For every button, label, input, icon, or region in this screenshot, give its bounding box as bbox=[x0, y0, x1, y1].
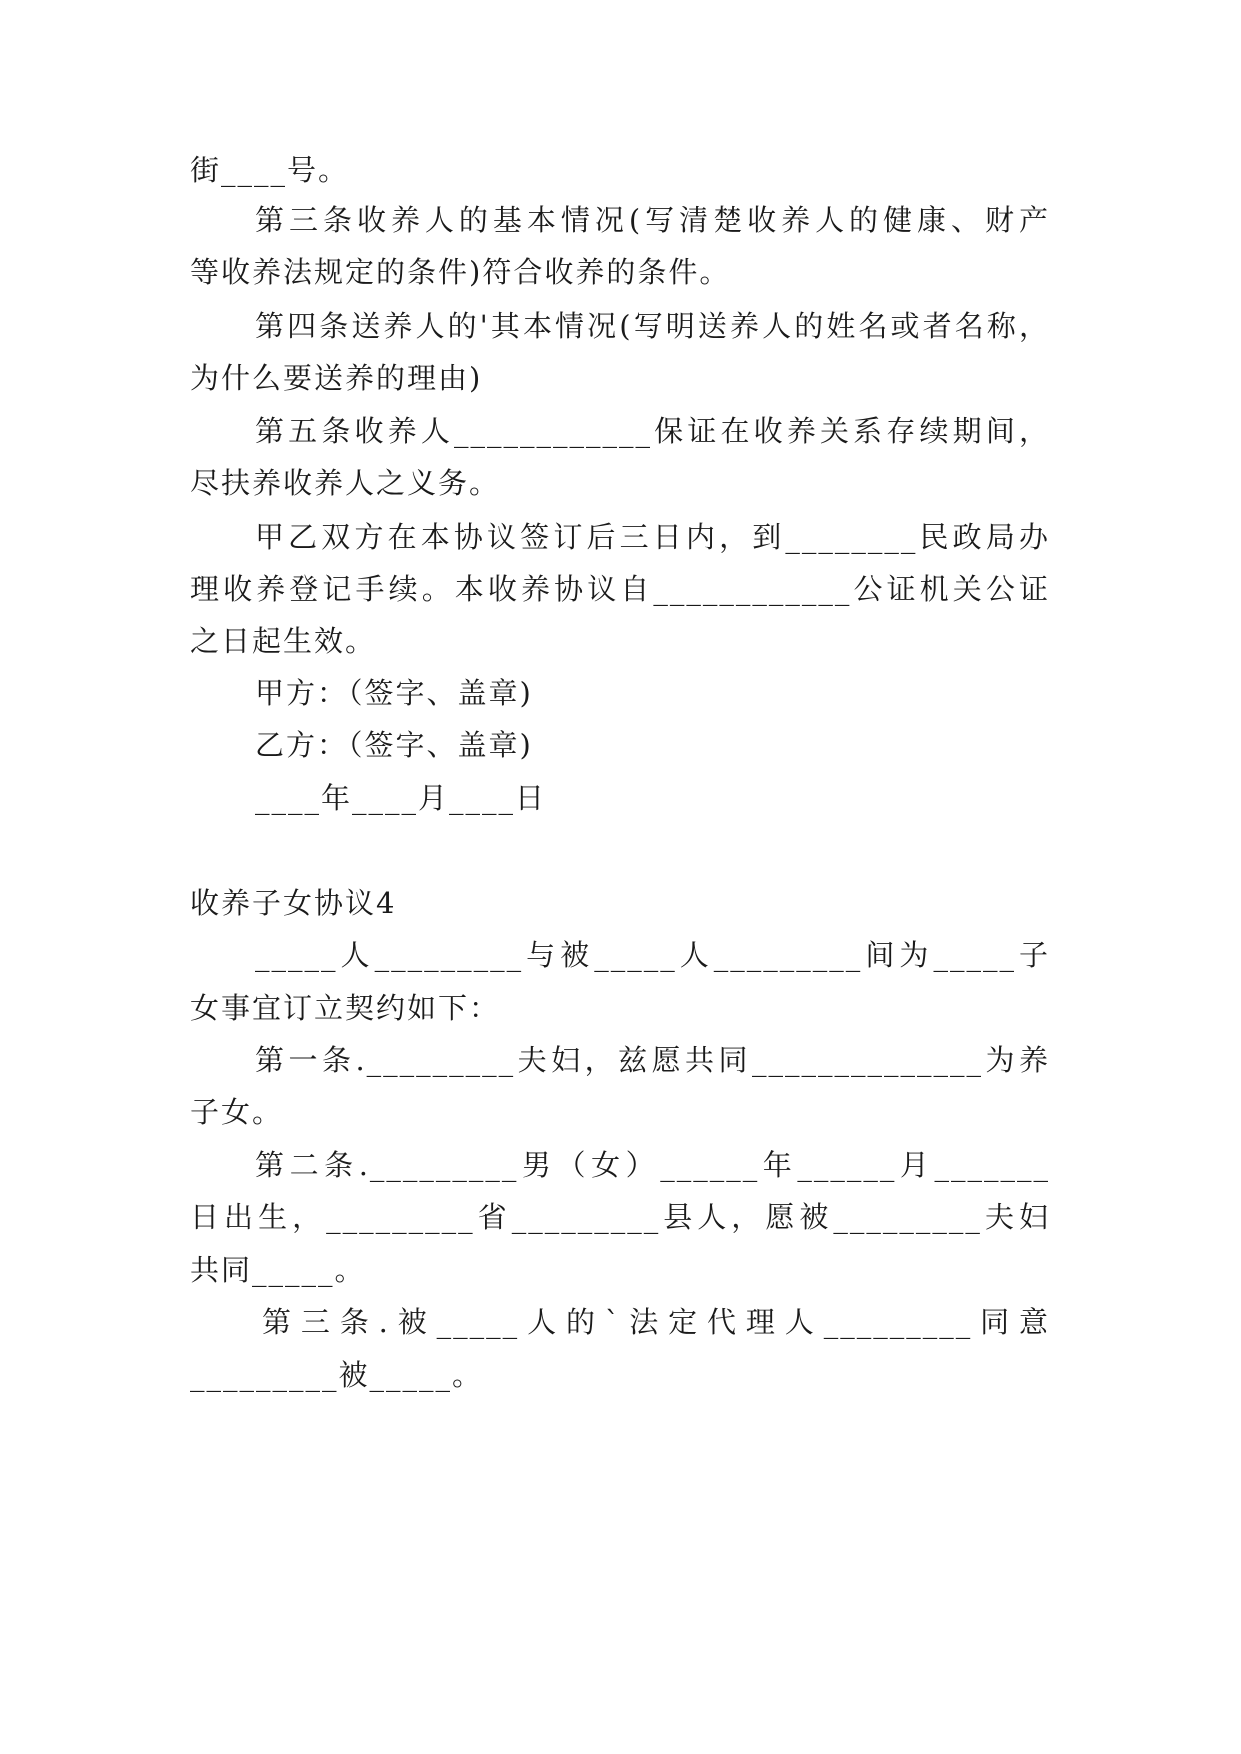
signature-party-b: 乙方：（签字、盖章) bbox=[255, 728, 533, 762]
text-line-registration-a: 甲乙双方在本协议签订后三日内，到________民政局办 bbox=[255, 520, 1050, 554]
text-line-address-end: 街____号。 bbox=[190, 153, 350, 187]
date-line: ____年____月____日 bbox=[255, 781, 547, 815]
text-line-article4-b: 为什么要送养的理由) bbox=[190, 361, 483, 395]
text-line-clause1-a: 第一条._________夫妇，兹愿共同______________为养 bbox=[255, 1043, 1050, 1077]
signature-party-a: 甲方：（签字、盖章) bbox=[255, 676, 533, 710]
section-heading: 收养子女协议4 bbox=[190, 886, 397, 920]
text-line-clause1-b: 子女。 bbox=[190, 1095, 284, 1129]
text-line-clause3-a: 第三条.被_____人的`法定代理人_________同意 bbox=[262, 1305, 1050, 1339]
text-line-article5-b: 尽扶养收养人之义务。 bbox=[190, 466, 501, 500]
text-line-registration-b: 理收养登记手续。本收养协议自____________公证机关公证 bbox=[190, 572, 1050, 606]
text-line-registration-c: 之日起生效。 bbox=[190, 624, 377, 658]
text-line-article3-a: 第三条收养人的基本情况(写清楚收养人的健康、财产 bbox=[255, 203, 1050, 237]
text-line-article4-a: 第四条送养人的'其本情况(写明送养人的姓名或者名称， bbox=[255, 309, 1050, 343]
text-line-clause2-b: 日出生，_________省_________县人，愿被_________夫妇 bbox=[190, 1200, 1050, 1234]
text-line-preamble-b: 女事宜订立契约如下： bbox=[190, 991, 501, 1025]
text-line-article3-b: 等收养法规定的条件)符合收养的条件。 bbox=[190, 255, 731, 289]
text-line-preamble-a: _____人_________与被_____人_________间为_____子 bbox=[255, 938, 1050, 972]
text-line-article5-a: 第五条收养人____________保证在收养关系存续期间， bbox=[255, 414, 1050, 448]
text-line-clause3-b: _________被_____。 bbox=[190, 1358, 484, 1392]
text-line-clause2-a: 第二条._________男（女）______年______月_______ bbox=[255, 1148, 1050, 1182]
text-line-clause2-c: 共同_____。 bbox=[190, 1253, 366, 1287]
